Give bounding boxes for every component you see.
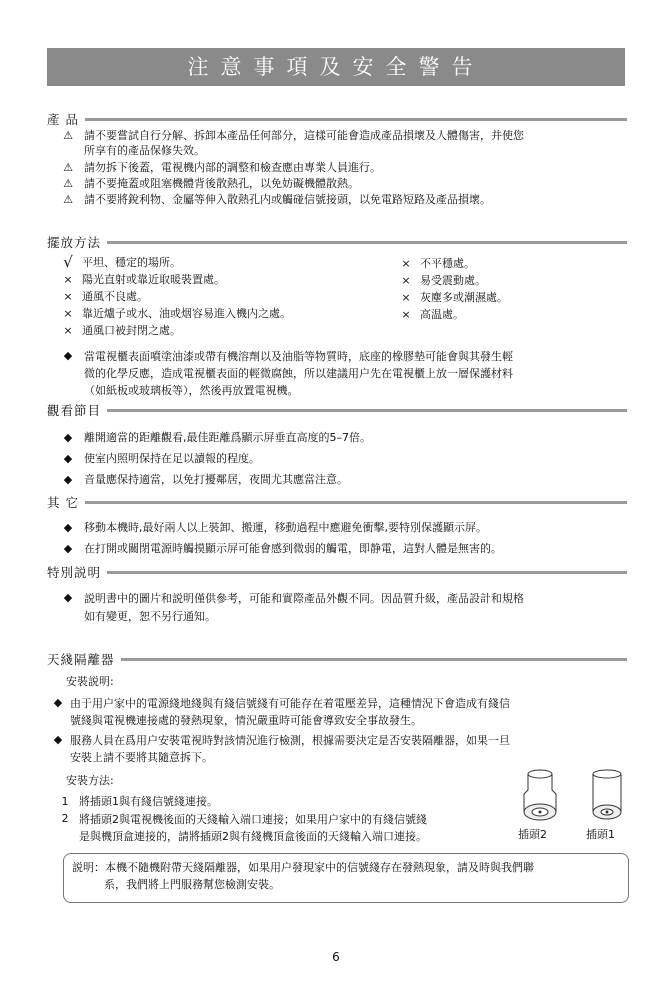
- check-icon: √: [63, 253, 73, 271]
- plug-2-illustration: [518, 768, 562, 822]
- warning-icon: ⚠: [63, 193, 73, 206]
- product-item-1: ⚠ 請不要嘗試自行分解、拆卸本產品任何部分，這樣可能會造成產品損壞及人體傷害，并使您 所享有的產品保修失效。: [60, 128, 625, 158]
- placement-right-item: × 不平穩處。: [398, 256, 618, 271]
- plug-2-label: 插頭2: [518, 828, 547, 841]
- cross-icon: ×: [63, 290, 73, 303]
- placement-left-item: × 通風口被封閉之處。: [60, 323, 390, 338]
- warning-icon: ⚠: [63, 161, 73, 174]
- placement-right-item: × 灰塵多或潮濕處。: [398, 290, 618, 305]
- viewing-item: ◆ 音量應保持適當，以免打擾鄰居，夜間尤其應當注意。: [60, 472, 625, 487]
- special-note: ◆ 説明書中的圖片和説明僅供參考，可能和實際產品外觀不同。因品質升級，產品設計和規格 如有變更，恕不另行通知。: [60, 590, 630, 626]
- cross-icon: ×: [401, 274, 411, 287]
- diamond-bullet-icon: ◆: [63, 591, 73, 604]
- diamond-bullet-icon: ◆: [53, 733, 63, 746]
- section-special-heading: 特別説明: [47, 564, 627, 580]
- warning-icon: ⚠: [63, 177, 73, 190]
- placement-left-item: × 靠近爐子或水、油或烟容易進入機内之處。: [60, 306, 390, 321]
- placement-right-item: × 高温處。: [398, 307, 618, 322]
- plug-1-illustration: [585, 768, 629, 822]
- section-antenna-heading: 天綫隔離器: [47, 651, 627, 667]
- diamond-bullet-icon: ◆: [63, 473, 73, 486]
- diamond-bullet-icon: ◆: [53, 696, 63, 709]
- diamond-bullet-icon: ◆: [63, 349, 73, 362]
- section-other-heading: 其 它: [47, 494, 627, 510]
- page-title: 注意事項及安全警告: [47, 48, 625, 86]
- cross-icon: ×: [401, 291, 411, 304]
- section-product-heading: 產 品: [47, 111, 627, 127]
- cross-icon: ×: [401, 308, 411, 321]
- other-item: ◆ 移動本機時,最好兩人以上裝卸、搬運，移動過程中應避免衝擊,要特別保護顯示屏。: [60, 520, 630, 535]
- viewing-item: ◆ 使室内照明保持在足以讀報的程度。: [60, 451, 625, 466]
- diamond-bullet-icon: ◆: [63, 431, 73, 444]
- viewing-item: ◆ 離開適當的距離觀看,最佳距離爲顯示屏垂直高度的5–7倍。: [60, 430, 625, 445]
- placement-left-item: × 陽光直射或靠近取暖裝置處。: [60, 272, 390, 287]
- antenna-isolator-note-box: 説明：本機不隨機附帶天綫隔離器，如果用户發現家中的信號綫存在發熱現象，請及時與我們聯 系，我們將上門服務幫您檢測安裝。: [63, 853, 629, 903]
- install-method-label: 安裝方法:: [66, 774, 114, 787]
- cross-icon: ×: [401, 257, 411, 270]
- cross-icon: ×: [63, 324, 73, 337]
- cross-icon: ×: [63, 307, 73, 320]
- install-note-label: 安裝説明:: [66, 675, 114, 688]
- diamond-bullet-icon: ◆: [63, 542, 73, 555]
- placement-ok-item: √ 平坦、穩定的場所。: [60, 255, 390, 270]
- section-placement-heading: 擺放方法: [47, 234, 627, 250]
- diamond-bullet-icon: ◆: [63, 452, 73, 465]
- placement-note: ◆ 當電視櫃表面噴塗油漆或帶有機溶劑以及油脂等物質時，底座的橡膠墊可能會與其發生輕 微的化學反應，造成電視櫃表面的輕微腐蝕，所以建議用户先在電視櫃上放一層保護材料 （如紙板或玻璃板等），然後再放置電視機。: [60, 348, 628, 399]
- other-item: ◆ 在打開或關閉電源時觸摸顯示屏可能會感到微弱的觸電，即静電，這對人體是無害的。: [60, 541, 630, 556]
- antenna-note-2: ◆ 服務人員在爲用户安裝電視時對該情況進行檢測，根據需要決定是否安裝隔離器，如果一旦 安裝上請不要將其隨意拆下。: [50, 732, 630, 766]
- placement-left-item: × 通風不良處。: [60, 289, 390, 304]
- section-viewing-heading: 觀看節目: [47, 402, 627, 418]
- cross-icon: ×: [63, 273, 73, 286]
- antenna-note-1: ◆ 由于用户家中的電源綫地綫與有綫信號綫有可能存在着電壓差异，這種情況下會造成有綫信 號綫與電視機連接處的發熱現象，情況嚴重時可能會導致安全事故發生。: [50, 695, 630, 729]
- page-number: 6: [332, 950, 340, 964]
- product-item-2: ⚠ 請勿拆下後蓋，電視機内部的調整和檢查應由專業人員進行。: [60, 160, 625, 175]
- plug-1-label: 插頭1: [586, 828, 615, 841]
- placement-right-item: × 易受震動處。: [398, 273, 618, 288]
- product-item-4: ⚠ 請不要將銳利物、金屬等伸入散熱孔内或觸碰信號接頭，以免電路短路及產品損壞。: [60, 192, 625, 207]
- product-item-3: ⚠ 請不要掩蓋或阻塞機體背後散熱孔，以免妨礙機體散熱。: [60, 176, 625, 191]
- diamond-bullet-icon: ◆: [63, 521, 73, 534]
- install-step-2: 2 將插頭2與電視機後面的天綫輸入端口連接；如果用户家中的有綫信號綫 是與機頂盒連接的，請將插頭2與有綫機頂盒後面的天綫輸入端口連接。: [61, 812, 427, 843]
- install-step-1: 1 將插頭1與有綫信號綫連接。: [61, 795, 218, 808]
- warning-icon: ⚠: [63, 129, 73, 142]
